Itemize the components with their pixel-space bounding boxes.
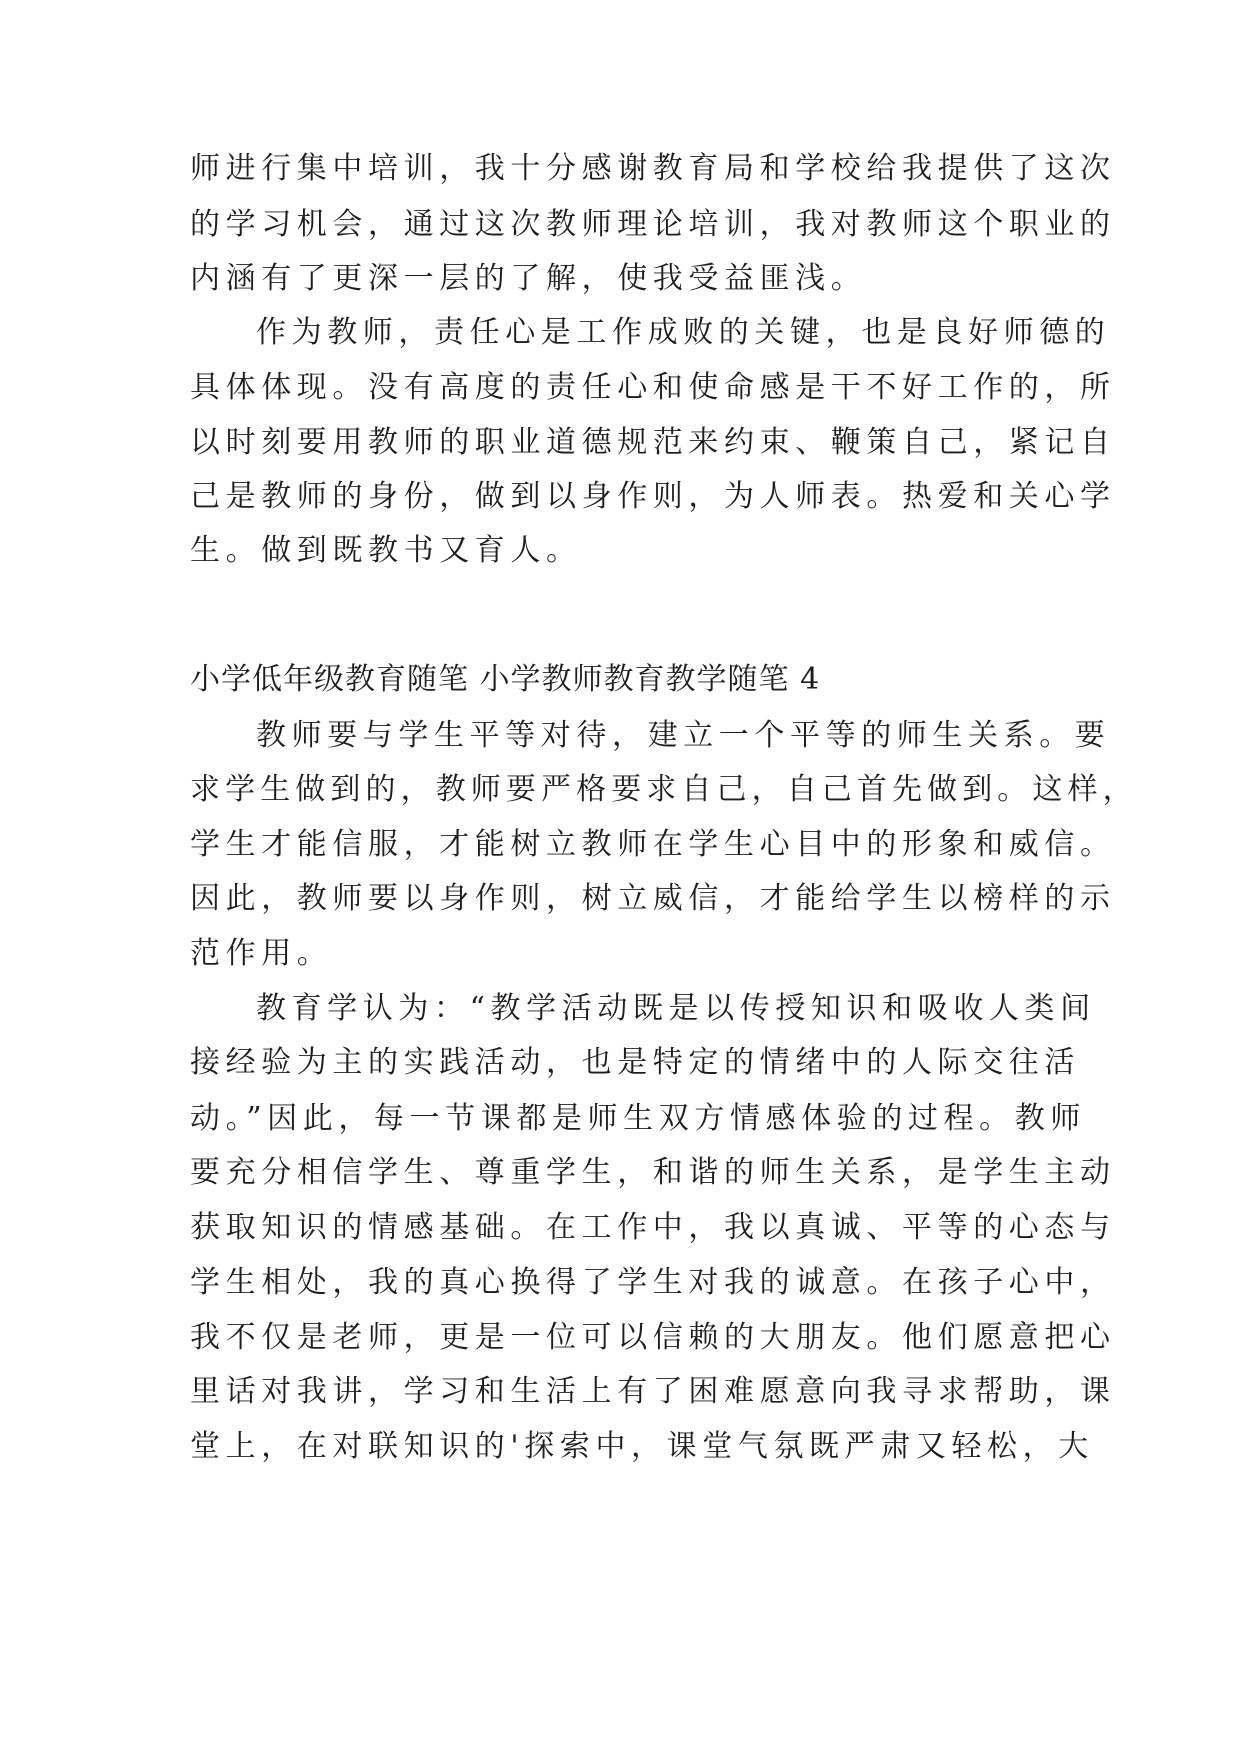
paragraph-line: 学生相处，我的真心换得了学生对我的诚意。在孩子心中， [190,1265,1116,1300]
paragraph-line: 获取知识的情感基础。在工作中，我以真诚、平等的心态与 [190,1210,1116,1245]
section-heading: 小学低年级教育随笔 小学教师教育教学随笔 4 [190,662,821,697]
paragraph-line: 接经验为主的实践活动，也是特定的情绪中的人际交往活 [190,1045,1080,1080]
paragraph-line: 要充分相信学生、尊重学生，和谐的师生关系，是学生主动 [190,1155,1116,1190]
paragraph-line: 以时刻要用教师的职业道德规范来约束、鞭策自己，紧记自 [190,425,1116,460]
paragraph-line: 具体体现。没有高度的责任心和使命感是干不好工作的，所 [190,370,1116,405]
paragraph-line: 师进行集中培训，我十分感谢教育局和学校给我提供了这次 [190,151,1116,186]
paragraph-line: 范作用。 [190,936,333,971]
paragraph-line: 里话对我讲，学习和生活上有了困难愿意向我寻求帮助，课 [190,1374,1116,1409]
paragraph-line: 内涵有了更深一层的了解，使我受益匪浅。 [190,261,867,296]
paragraph-line: 教育学认为：“教学活动既是以传授知识和吸收人类间 [256,991,1096,1026]
paragraph-line: 的学习机会，通过这次教师理论培训，我对教师这个职业的 [190,207,1116,242]
paragraph-line: 我不仅是老师，更是一位可以信赖的大朋友。他们愿意把心 [190,1320,1116,1355]
paragraph-line: 教师要与学生平等对待，建立一个平等的师生关系。要 [256,718,1111,753]
paragraph-line: 学生才能信服，才能树立教师在学生心目中的形象和威信。 [190,827,1116,862]
paragraph-line: 动。”因此，每一节课都是师生双方情感体验的过程。教师 [190,1101,1086,1136]
paragraph-line: 生。做到既教书又育人。 [190,533,582,568]
paragraph-line: 作为教师，责任心是工作成败的关键，也是良好师德的 [256,315,1111,350]
paragraph-line: 己是教师的身份，做到以身作则，为人师表。热爱和关心学 [190,479,1116,514]
paragraph-line: 因此，教师要以身作则，树立威信，才能给学生以榜样的示 [190,881,1116,916]
paragraph-line: 求学生做到的，教师要严格要求自己，自己首先做到。这样， [190,772,1138,807]
paragraph-line: 堂上，在对联知识的'探索中，课堂气氛既严肃又轻松，大 [190,1429,1094,1464]
